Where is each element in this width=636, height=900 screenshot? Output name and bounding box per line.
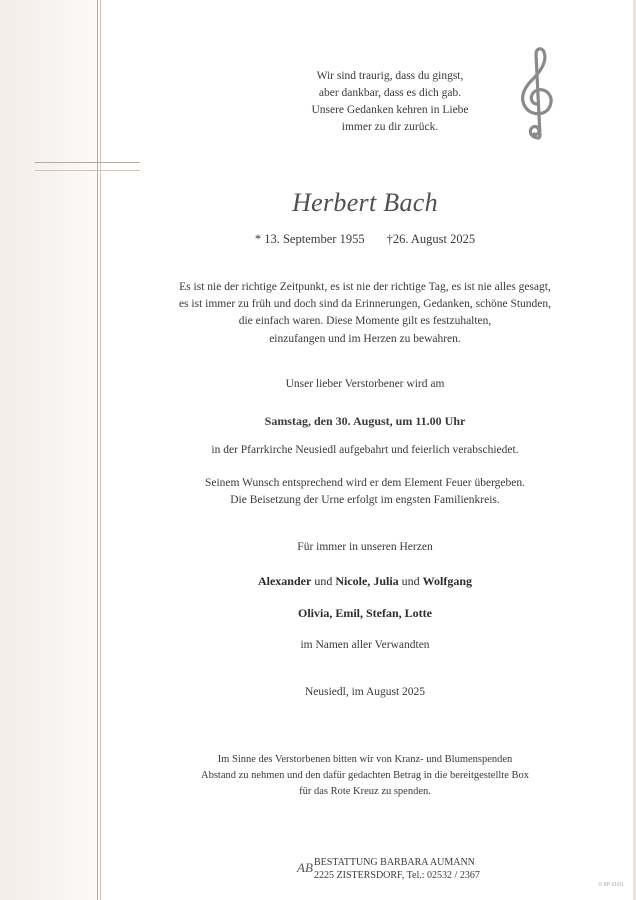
place-date: Neusiedl, im August 2025 [304, 686, 426, 698]
conjunction: und [314, 574, 333, 588]
quote-line: Wir sind traurig, dass du gingst, [316, 70, 464, 82]
undertaker-info [314, 856, 480, 882]
mourner-name: Alexander [257, 574, 312, 588]
donation-line: Im Sinne des Verstorbenen bitten wir von Kranz- und Blumenspenden [217, 754, 513, 765]
donation-line: Abstand zu nehmen und den dafür gedachten Betrag in die bereitgestellte Box [200, 770, 530, 781]
memorial-quote [280, 68, 500, 136]
donation-note [130, 752, 600, 800]
mourner-name: Wolfgang [422, 574, 472, 588]
mourners-relatives: im Namen aller Verwandten [300, 639, 430, 651]
ceremony-intro: Unser lieber Verstorbener wird am [285, 378, 445, 390]
left-shaded-margin [0, 0, 100, 900]
mourner-name: Julia [373, 574, 399, 588]
ceremony-date: Samstag, den 30. August, um 11.00 Uhr [264, 414, 466, 428]
ceremony-place: in der Pfarrkirche Neusiedl aufgebahrt und feierlich verabschiedet. [211, 444, 519, 456]
quote-line: Unsere Gedanken kehren in Liebe [311, 104, 469, 116]
mourner-name: Nicole, [335, 574, 371, 588]
birth-date: * 13. September 1955 [254, 232, 365, 246]
mourners-intro: Für immer in unseren Herzen [297, 541, 433, 553]
ab-monogram-logo [296, 856, 316, 878]
deceased-name: Herbert Bach [292, 188, 438, 217]
undertaker-address: 2225 ZISTERSDORF, Tel.: 02532 / 2367 [314, 870, 480, 881]
undertaker-name: BESTATTUNG BARBARA AUMANN [314, 857, 475, 868]
wish-text [130, 475, 600, 509]
poem-line: Es ist nie der richtige Zeitpunkt, es ist nie der richtige Tag, es ist nie alles gesagt, [179, 281, 551, 293]
poem-line: die einfach waren. Diese Momente gilt es festzuhalten, [238, 315, 492, 328]
donation-line: für das Rote Kreuz zu spenden. [299, 786, 431, 797]
wish-line: Die Beisetzung der Urne erfolgt im engsten Familienkreis. [230, 494, 500, 507]
poem-line: es ist immer zu früh und doch sind da Erinnerungen, Gedanken, schöne Stunden, [178, 298, 552, 311]
print-mark: © BP 01/01 [598, 882, 624, 888]
quote-line: immer zu dir zurück. [341, 121, 439, 133]
treble-clef-icon [512, 46, 562, 141]
death-date: †26. August 2025 [386, 232, 476, 246]
conjunction: und [401, 574, 420, 588]
mourners-line-1 [130, 574, 600, 589]
poem-text [130, 279, 600, 348]
life-dates [130, 232, 600, 247]
wish-line: Seinem Wunsch entsprechend wird er dem Element Feuer übergeben. [204, 477, 526, 489]
quote-line: aber dankbar, dass es dich gab. [318, 87, 462, 99]
poem-line: einzufangen und im Herzen zu bewahren. [269, 332, 461, 345]
logo-text: AB [297, 860, 313, 875]
mourners-line-2: Olivia, Emil, Stefan, Lotte [298, 606, 432, 620]
